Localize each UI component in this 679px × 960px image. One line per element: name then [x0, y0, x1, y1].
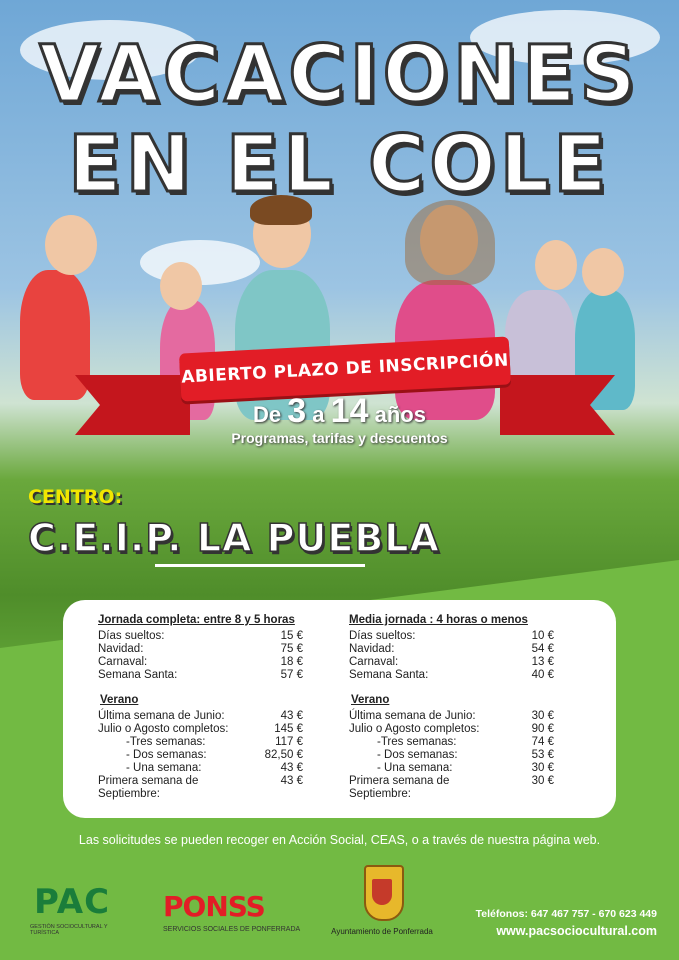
column-header: Media jornada : 4 horas o menos: [349, 614, 528, 626]
summer-header: Verano: [100, 694, 139, 706]
price-row: [349, 736, 554, 749]
price-value: 54 €: [531, 643, 554, 655]
price-label: Primera semana de Septiembre:: [349, 775, 450, 800]
application-notice: Las solicitudes se pueden recoger en Acción Social, CEAS, o a través de nuestra página web.: [78, 833, 601, 847]
price-row: [349, 669, 554, 682]
price-row: [98, 656, 303, 669]
centro-name: C.E.I.P. LA PUEBLA: [28, 516, 440, 560]
price-row: [98, 710, 303, 723]
price-row: [98, 749, 303, 762]
price-row: [98, 762, 303, 775]
price-value: 82,50 €: [264, 749, 303, 761]
summer-header: Verano: [351, 694, 390, 706]
column-header: Jornada completa: entre 8 y 5 horas: [98, 614, 295, 626]
age-suffix: años: [374, 402, 426, 427]
price-row: [98, 736, 303, 749]
title-line-1: VACACIONES: [39, 30, 640, 120]
price-value: 75 €: [280, 643, 303, 655]
child-head: [535, 240, 577, 290]
price-value: 18 €: [280, 656, 303, 668]
price-table: [63, 600, 616, 818]
coat-of-arms-inner: [372, 879, 392, 905]
price-label: Días sueltos:: [349, 630, 416, 642]
price-label: Carnaval:: [98, 656, 148, 668]
price-label: - Una semana:: [377, 762, 453, 774]
price-value: 117 €: [275, 736, 303, 748]
price-row: [349, 710, 554, 723]
price-value: 145 €: [274, 723, 303, 735]
price-row: [349, 630, 554, 643]
pac-tagline: GESTIÓN SOCIOCULTURAL Y TURÍSTICA: [30, 924, 108, 936]
age-mid: a: [312, 402, 325, 427]
price-row: [349, 723, 554, 736]
price-label: Semana Santa:: [98, 669, 178, 681]
price-value: 57 €: [280, 669, 303, 681]
website-link[interactable]: www.pacsociocultural.com: [496, 924, 657, 938]
price-label: -Tres semanas:: [377, 736, 457, 748]
price-label: Carnaval:: [349, 656, 399, 668]
price-row: [98, 630, 303, 643]
price-label: - Una semana:: [126, 762, 202, 774]
ponss-logo-text: PONSS: [163, 890, 265, 923]
ayuntamiento-text: Ayuntamiento de Ponferrada: [331, 927, 433, 936]
price-value: 53 €: [531, 749, 554, 761]
child-head: [160, 262, 202, 310]
price-row: [349, 762, 554, 775]
pac-logo: [30, 880, 120, 940]
price-value: 74 €: [531, 736, 554, 748]
price-label: Julio o Agosto completos:: [349, 723, 480, 735]
price-row: [98, 775, 303, 801]
price-label: - Dos semanas:: [377, 749, 458, 761]
age-prefix: De: [253, 402, 282, 427]
centro-underline: [155, 564, 365, 567]
price-value: 40 €: [531, 669, 554, 681]
price-label: Semana Santa:: [349, 669, 429, 681]
price-value: 43 €: [280, 762, 303, 774]
price-value: 43 €: [280, 775, 303, 787]
price-column-full-day: [98, 614, 303, 801]
price-label: Navidad:: [349, 643, 395, 655]
child-head: [582, 248, 624, 296]
price-label: - Dos semanas:: [126, 749, 207, 761]
price-column-half-day: [349, 614, 554, 801]
title-line-2: EN EL COLE: [68, 120, 611, 210]
price-row: [349, 656, 554, 669]
price-value: 30 €: [531, 762, 554, 774]
contact-phones: Teléfonos: 647 467 757 - 670 623 449: [475, 908, 657, 920]
price-label: -Tres semanas:: [126, 736, 206, 748]
banner-subtitle: Programas, tarifas y descuentos: [231, 430, 448, 446]
price-row: [349, 643, 554, 656]
price-label: Última semana de Junio:: [349, 710, 476, 722]
price-value: 10 €: [531, 630, 554, 642]
child-head: [45, 215, 97, 275]
price-label: Días sueltos:: [98, 630, 165, 642]
price-value: 30 €: [531, 775, 554, 787]
price-value: 13 €: [531, 656, 554, 668]
price-label: Primera semana de Septiembre:: [98, 775, 199, 800]
price-row: [98, 643, 303, 656]
ayuntamiento-logo: [322, 865, 442, 945]
price-row: [98, 669, 303, 682]
price-label: Última semana de Junio:: [98, 710, 225, 722]
ponss-logo: [163, 890, 301, 940]
age-range: [0, 392, 679, 431]
price-value: 15 €: [280, 630, 303, 642]
price-value: 30 €: [531, 710, 554, 722]
age-from: 3: [287, 392, 307, 430]
price-row: [349, 749, 554, 762]
ribbon-text: ABIERTO PLAZO DE INSCRIPCIÓN: [180, 350, 510, 388]
price-row: [349, 775, 554, 801]
pac-logo-text: PAC: [34, 882, 111, 922]
centro-label: CENTRO:: [28, 486, 123, 508]
price-label: Julio o Agosto completos:: [98, 723, 229, 735]
price-label: Navidad:: [98, 643, 144, 655]
price-value: 43 €: [280, 710, 303, 722]
price-row: [98, 723, 303, 736]
price-value: 90 €: [531, 723, 554, 735]
age-to: 14: [330, 392, 369, 430]
ponss-tagline: SERVICIOS SOCIALES DE PONFERRADA: [163, 926, 301, 933]
child-hair: [405, 200, 495, 285]
